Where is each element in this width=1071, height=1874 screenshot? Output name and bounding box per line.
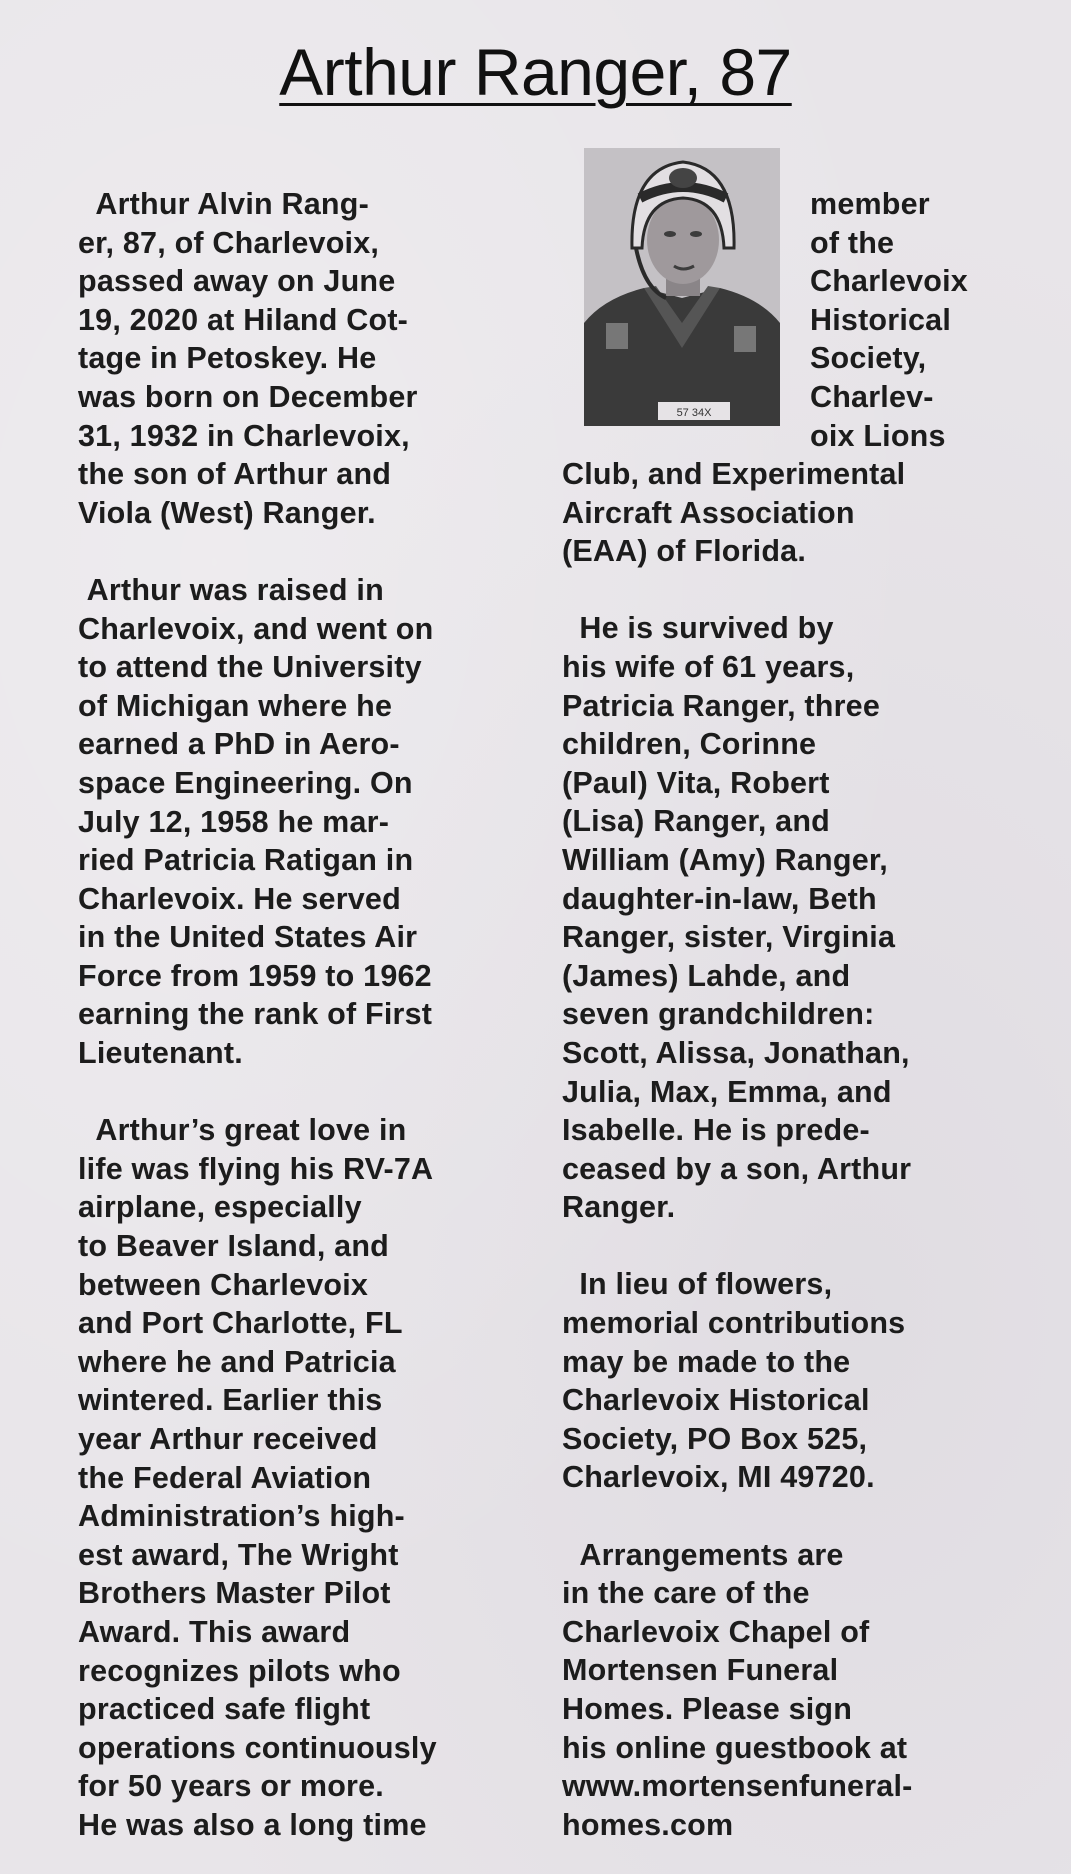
text-line: Mortensen Funeral — [562, 1653, 839, 1688]
text-line: space Engineering. On — [78, 765, 413, 800]
text-line: He was also a long time — [78, 1807, 427, 1842]
text-line: Charlevoix — [810, 264, 968, 299]
text-line: year Arthur received — [78, 1422, 378, 1456]
text-line: the Federal Aviation — [78, 1460, 372, 1495]
text-line: Charlevoix Chapel of — [562, 1614, 870, 1649]
text-line: his wife of 61 years, — [562, 649, 855, 684]
paragraph-gap — [562, 1497, 912, 1536]
text-line: memorial contributions — [562, 1306, 906, 1341]
text-line: Society, PO Box 525, — [562, 1421, 868, 1456]
text-line: Brothers Master Pilot — [78, 1576, 391, 1611]
text-line: Award. This award — [78, 1614, 351, 1649]
text-line: Julia, Max, Emma, and — [562, 1074, 892, 1109]
text-line: Charlev- — [810, 379, 934, 414]
text-line: (Paul) Vita, Robert — [562, 765, 830, 800]
text-line: daughter-in-law, Beth — [562, 881, 877, 916]
text-line: life was flying his RV-7A — [78, 1151, 434, 1186]
text-line: Aircraft Association — [562, 495, 855, 530]
text-line: in the United States Air — [78, 920, 418, 955]
text-line: Historical — [810, 302, 951, 337]
text-line: Lieutenant. — [78, 1036, 243, 1071]
text-line: may be made to the — [562, 1344, 851, 1379]
text-line: to attend the University — [78, 650, 422, 685]
text-line: Ranger, sister, Virginia — [562, 920, 896, 955]
text-line: Homes. Please sign — [562, 1692, 853, 1726]
pilot-portrait-photo — [584, 148, 780, 426]
text-line: Arthur’s great love in — [78, 1113, 407, 1148]
text-line: practiced safe flight — [78, 1692, 371, 1727]
text-line: In lieu of flowers, — [562, 1267, 833, 1302]
paragraph-gap — [562, 1227, 912, 1266]
text-line: for 50 years or more. — [78, 1769, 384, 1804]
right-top-column — [810, 185, 968, 455]
paragraph-gap — [78, 532, 437, 571]
text-line: wintered. Earlier this — [78, 1383, 383, 1418]
text-line: of Michigan where he — [78, 688, 393, 723]
obituary-title: Arthur Ranger, 87 — [279, 35, 792, 109]
text-line: 31, 1932 in Charlevoix, — [78, 418, 410, 453]
text-line: (James) Lahde, and — [562, 958, 851, 993]
text-line: ceased by a son, Arthur — [562, 1151, 912, 1186]
text-line: Arrangements are — [562, 1537, 844, 1572]
text-line: of the — [810, 225, 895, 260]
text-line: Isabelle. He is prede- — [562, 1113, 870, 1148]
text-line: where he and Patricia — [78, 1344, 396, 1379]
text-line: William (Amy) Ranger, — [562, 842, 888, 877]
text-line: 19, 2020 at Hiland Cot- — [78, 302, 409, 337]
text-line: Charlevoix. He served — [78, 881, 401, 916]
text-line: homes.com — [562, 1807, 734, 1842]
text-line: Force from 1959 to 1962 — [78, 958, 432, 993]
text-line: July 12, 1958 he mar- — [78, 804, 390, 839]
text-line: was born on December — [78, 379, 418, 414]
text-line: operations continuously — [78, 1730, 437, 1765]
text-line: (Lisa) Ranger, and — [562, 804, 830, 839]
text-line: Charlevoix, and went on — [78, 611, 434, 646]
photo-caption-text: 57 34X — [676, 407, 712, 419]
text-line: Scott, Alissa, Jonathan, — [562, 1035, 910, 1070]
text-line: Charlevoix Historical — [562, 1383, 870, 1418]
text-line: his online guestbook at — [562, 1730, 908, 1765]
text-line: seven grandchildren: — [562, 997, 875, 1032]
text-line: Patricia Ranger, three — [562, 688, 881, 723]
text-line: Ranger. — [562, 1190, 676, 1225]
text-line: children, Corinne — [562, 727, 817, 762]
text-line: between Charlevoix — [78, 1267, 369, 1302]
text-line: the son of Arthur and — [78, 457, 392, 492]
left-column — [78, 185, 437, 1845]
right-column — [562, 455, 912, 1844]
text-line: (EAA) of Florida. — [562, 534, 806, 569]
text-line: www.mortensenfuneral- — [562, 1769, 913, 1804]
text-line: and Port Charlotte, FL — [78, 1306, 403, 1341]
text-line: ried Patricia Ratigan in — [78, 843, 414, 878]
text-line: earned a PhD in Aero- — [78, 727, 400, 762]
text-line: earning the rank of First — [78, 997, 433, 1032]
text-line: in the care of the — [562, 1576, 810, 1611]
text-line: oix Lions — [810, 418, 946, 453]
text-line: Society, — [810, 341, 927, 376]
text-line: Charlevoix, MI 49720. — [562, 1460, 875, 1495]
text-line: member — [810, 187, 930, 221]
text-line: tage in Petoskey. He — [78, 341, 377, 376]
text-line: Viola (West) Ranger. — [78, 495, 376, 530]
text-line: Arthur was raised in — [78, 572, 384, 607]
text-line: airplane, especially — [78, 1190, 362, 1225]
pilot-portrait-image — [584, 148, 780, 426]
paragraph-gap — [562, 571, 912, 610]
text-line: passed away on June — [78, 264, 396, 299]
paragraph-gap — [78, 1073, 437, 1112]
text-line: He is survived by — [562, 611, 834, 646]
text-line: Club, and Experimental — [562, 457, 906, 491]
text-line: recognizes pilots who — [78, 1653, 401, 1688]
text-line: to Beaver Island, and — [78, 1229, 389, 1264]
text-line: Arthur Alvin Rang- — [78, 187, 369, 221]
text-line: er, 87, of Charlevoix, — [78, 225, 380, 260]
text-line: est award, The Wright — [78, 1537, 399, 1572]
text-line: Administration’s high- — [78, 1499, 405, 1534]
